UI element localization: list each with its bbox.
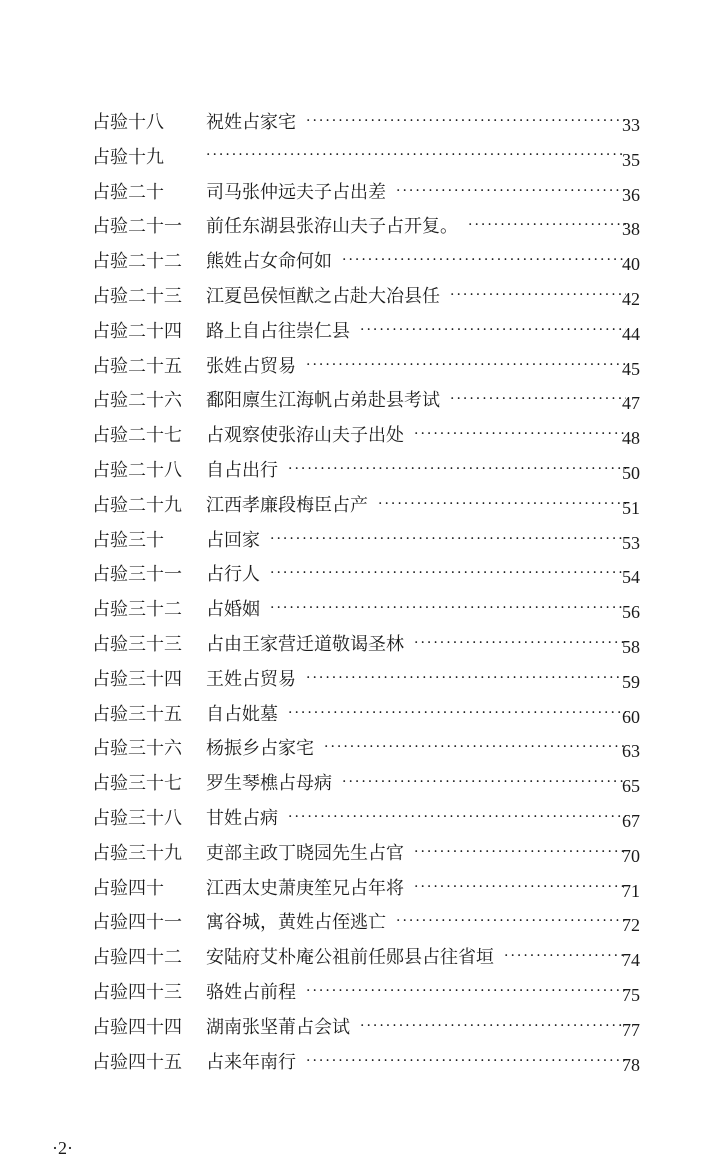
dot-leader — [306, 104, 626, 139]
toc-entry-label: 占验三十四 — [92, 668, 182, 690]
toc-entry — [206, 906, 626, 942]
dot-leader — [414, 870, 626, 905]
toc-row — [0, 141, 714, 176]
toc-entry — [206, 454, 626, 490]
toc-entry-label: 占验二十 — [92, 181, 164, 203]
toc-row — [0, 976, 714, 1011]
toc-entry-title: 占来年南行 — [206, 1051, 296, 1073]
toc-entry-title: 占婚姻 — [206, 599, 260, 621]
toc-page-number: 44 — [622, 323, 640, 344]
dot-leader — [396, 174, 626, 209]
toc-entry-label: 占验四十二 — [92, 947, 182, 969]
toc-entry-title: 湖南张坚莆占会试 — [206, 1016, 350, 1038]
dot-leader — [270, 591, 626, 626]
toc-entry-label: 占验四十一 — [92, 912, 182, 934]
toc-entry — [206, 1046, 626, 1082]
toc-row — [0, 315, 714, 350]
toc-entry-label: 占验四十四 — [92, 1016, 182, 1038]
toc-entry — [206, 176, 626, 212]
toc-row — [0, 245, 714, 280]
toc-entry-label: 占验三十七 — [92, 773, 182, 795]
toc-entry — [206, 280, 626, 316]
toc-entry-label: 占验三十 — [92, 529, 164, 551]
toc-entry-title: 自占出行 — [206, 459, 278, 481]
toc-entry-title: 甘姓占病 — [206, 807, 278, 829]
toc-entry — [206, 767, 626, 803]
toc-entry-label: 占验三十二 — [92, 599, 182, 621]
toc-entry — [206, 976, 626, 1012]
toc-entry-title: 占回家 — [206, 529, 260, 551]
toc-row — [0, 350, 714, 385]
toc-page-number: 54 — [622, 567, 640, 588]
toc-entry-title: 杨振乡占家宅 — [206, 738, 314, 760]
toc-row — [0, 384, 714, 419]
toc-page-number: 53 — [622, 532, 640, 553]
toc-entry-label: 占验二十七 — [92, 425, 182, 447]
dot-leader — [306, 348, 626, 383]
toc-page-number: 45 — [622, 358, 640, 379]
dot-leader — [414, 417, 626, 452]
toc-entry — [206, 384, 626, 420]
dot-leader — [306, 1044, 626, 1079]
dot-leader — [342, 765, 626, 800]
toc-page-number: 70 — [622, 845, 640, 866]
toc-row — [0, 419, 714, 454]
toc-entry — [206, 628, 626, 664]
dot-leader — [270, 556, 626, 591]
toc-entry — [206, 245, 626, 281]
toc-entry-title: 张姓占贸易 — [206, 355, 296, 377]
toc-entry — [206, 558, 626, 594]
toc-entry-label: 占验四十 — [92, 877, 164, 899]
toc-entry — [206, 802, 626, 838]
toc-entry-title: 自占妣墓 — [206, 703, 278, 725]
toc-row — [0, 941, 714, 976]
toc-entry-label: 占验三十三 — [92, 633, 182, 655]
toc-entry-title: 江夏邑侯恒猷之占赴大冶县任 — [206, 285, 440, 307]
toc-row — [0, 280, 714, 315]
toc-entry-label: 占验十九 — [92, 146, 164, 168]
toc-page-number: 58 — [622, 636, 640, 657]
toc-entry-label: 占验二十一 — [92, 216, 182, 238]
toc-page-number: 42 — [622, 288, 640, 309]
dot-leader — [270, 522, 626, 557]
toc-entry-title: 路上自占往崇仁县 — [206, 320, 350, 342]
toc-row — [0, 454, 714, 489]
toc-entry — [206, 698, 626, 734]
toc-entry — [206, 489, 626, 525]
dot-leader — [288, 696, 626, 731]
toc-row — [0, 732, 714, 767]
toc-entry — [206, 732, 626, 768]
toc-entry-label: 占验三十五 — [92, 703, 182, 725]
toc-entry-title: 罗生琴樵占母病 — [206, 773, 332, 795]
dot-leader — [504, 939, 626, 974]
toc-entry — [206, 141, 626, 176]
toc-page-number: 50 — [622, 462, 640, 483]
toc-page-number: 51 — [622, 497, 640, 518]
toc-page-number: 77 — [622, 1019, 640, 1040]
dot-leader — [414, 835, 626, 870]
dot-leader — [360, 1009, 626, 1044]
toc-entry-label: 占验四十五 — [92, 1051, 182, 1073]
dot-leader — [306, 661, 626, 696]
toc-entry — [206, 1011, 626, 1047]
toc-entry — [206, 106, 626, 142]
toc-row — [0, 593, 714, 628]
toc-entry-title: 司马张仲远夫子占出差 — [206, 181, 386, 203]
toc-entry-label: 占验三十一 — [92, 564, 182, 586]
toc-page-number: 38 — [622, 219, 640, 240]
toc-entry-title: 祝姓占家宅 — [206, 112, 296, 133]
toc-entry — [206, 315, 626, 351]
toc-entry — [206, 419, 626, 455]
toc-page-number: 63 — [622, 741, 640, 762]
dot-leader — [414, 626, 626, 661]
toc-entry — [206, 941, 626, 977]
toc-page-number: 59 — [622, 671, 640, 692]
toc-page-number: 36 — [622, 184, 640, 205]
toc-page-number: 72 — [622, 915, 640, 936]
toc-entry-label: 占验二十六 — [92, 390, 182, 412]
toc-row — [0, 906, 714, 941]
dot-leader — [324, 730, 626, 765]
toc-entry-label: 占验二十三 — [92, 285, 182, 307]
dot-leader — [306, 974, 626, 1009]
toc-row — [0, 210, 714, 245]
toc-entry-title: 占由王家营迁道敬谒圣林 — [206, 633, 404, 655]
toc-page-number: 71 — [622, 880, 640, 901]
toc-entry-title: 熊姓占女命何如 — [206, 251, 332, 273]
toc-page-number: 67 — [622, 810, 640, 831]
toc-entry-label: 占验四十三 — [92, 981, 182, 1003]
toc-row — [0, 489, 714, 524]
toc-entry-label: 占验二十四 — [92, 320, 182, 342]
toc-entry — [206, 350, 626, 386]
toc-entry — [206, 872, 626, 908]
toc-entry-title: 鄱阳廪生江海帆占弟赴县考试 — [206, 390, 440, 412]
toc-row — [0, 802, 714, 837]
table-of-contents — [0, 106, 714, 1080]
toc-row — [0, 176, 714, 211]
dot-leader — [288, 452, 626, 487]
toc-page-number: 40 — [622, 254, 640, 275]
toc-row — [0, 1046, 714, 1081]
toc-row — [0, 106, 714, 141]
toc-page-number: 35 — [622, 149, 640, 170]
dot-leader — [288, 800, 626, 835]
toc-entry-title: 王姓占贸易 — [206, 668, 296, 690]
toc-entry-label: 占验二十五 — [92, 355, 182, 377]
toc-page-number: 78 — [622, 1054, 640, 1075]
dot-leader — [450, 382, 626, 417]
dot-leader — [450, 278, 626, 313]
toc-entry-title: 吏部主政丁晓园先生占官 — [206, 842, 404, 864]
toc-entry-title: 江西太史萧庚笙兄占年将 — [206, 877, 404, 899]
toc-entry — [206, 837, 626, 873]
toc-entry-label: 占验三十六 — [92, 738, 182, 760]
toc-row — [0, 837, 714, 872]
toc-row — [0, 1011, 714, 1046]
toc-entry-title: 骆姓占前程 — [206, 981, 296, 1003]
toc-row — [0, 524, 714, 559]
toc-row — [0, 698, 714, 733]
toc-entry-title: 占观察使张洊山夫子出处 — [206, 425, 404, 447]
dot-leader — [468, 208, 626, 243]
toc-entry — [206, 524, 626, 560]
toc-entry — [206, 663, 626, 699]
page-number: ·2· — [52, 1138, 73, 1158]
toc-entry-label: 占验二十二 — [92, 251, 182, 273]
toc-page-number: 56 — [622, 602, 640, 623]
dot-leader — [360, 313, 626, 348]
toc-entry — [206, 593, 626, 629]
toc-entry-label: 占验三十九 — [92, 842, 182, 864]
toc-entry-title: 江西孝廉段梅臣占产 — [206, 494, 368, 516]
dot-leader — [206, 138, 626, 173]
toc-entry-title: 占行人 — [206, 564, 260, 586]
toc-row — [0, 663, 714, 698]
toc-page-number: 75 — [622, 984, 640, 1005]
toc-row — [0, 558, 714, 593]
dot-leader — [378, 487, 626, 522]
toc-entry-title: 安陆府艾朴庵公祖前任郧县占往省垣 — [206, 947, 494, 969]
toc-page-number: 33 — [622, 115, 640, 135]
toc-page-number: 48 — [622, 428, 640, 449]
toc-page-number: 65 — [622, 776, 640, 797]
toc-page-number: 60 — [622, 706, 640, 727]
dot-leader — [396, 904, 626, 939]
toc-entry-label: 占验二十九 — [92, 494, 182, 516]
toc-entry — [206, 210, 626, 246]
toc-row — [0, 872, 714, 907]
toc-row — [0, 628, 714, 663]
dot-leader — [342, 243, 626, 278]
toc-entry-label: 占验二十八 — [92, 459, 182, 481]
toc-page-number: 47 — [622, 393, 640, 414]
toc-entry-title: 前任东湖县张洊山夫子占开复。 — [206, 216, 458, 238]
toc-page-number: 74 — [622, 950, 640, 971]
toc-entry-label: 占验十八 — [92, 112, 164, 133]
toc-row — [0, 767, 714, 802]
toc-entry-label: 占验三十八 — [92, 807, 182, 829]
toc-entry-title: 寓谷城，黄姓占侄逃亡 — [206, 912, 386, 934]
